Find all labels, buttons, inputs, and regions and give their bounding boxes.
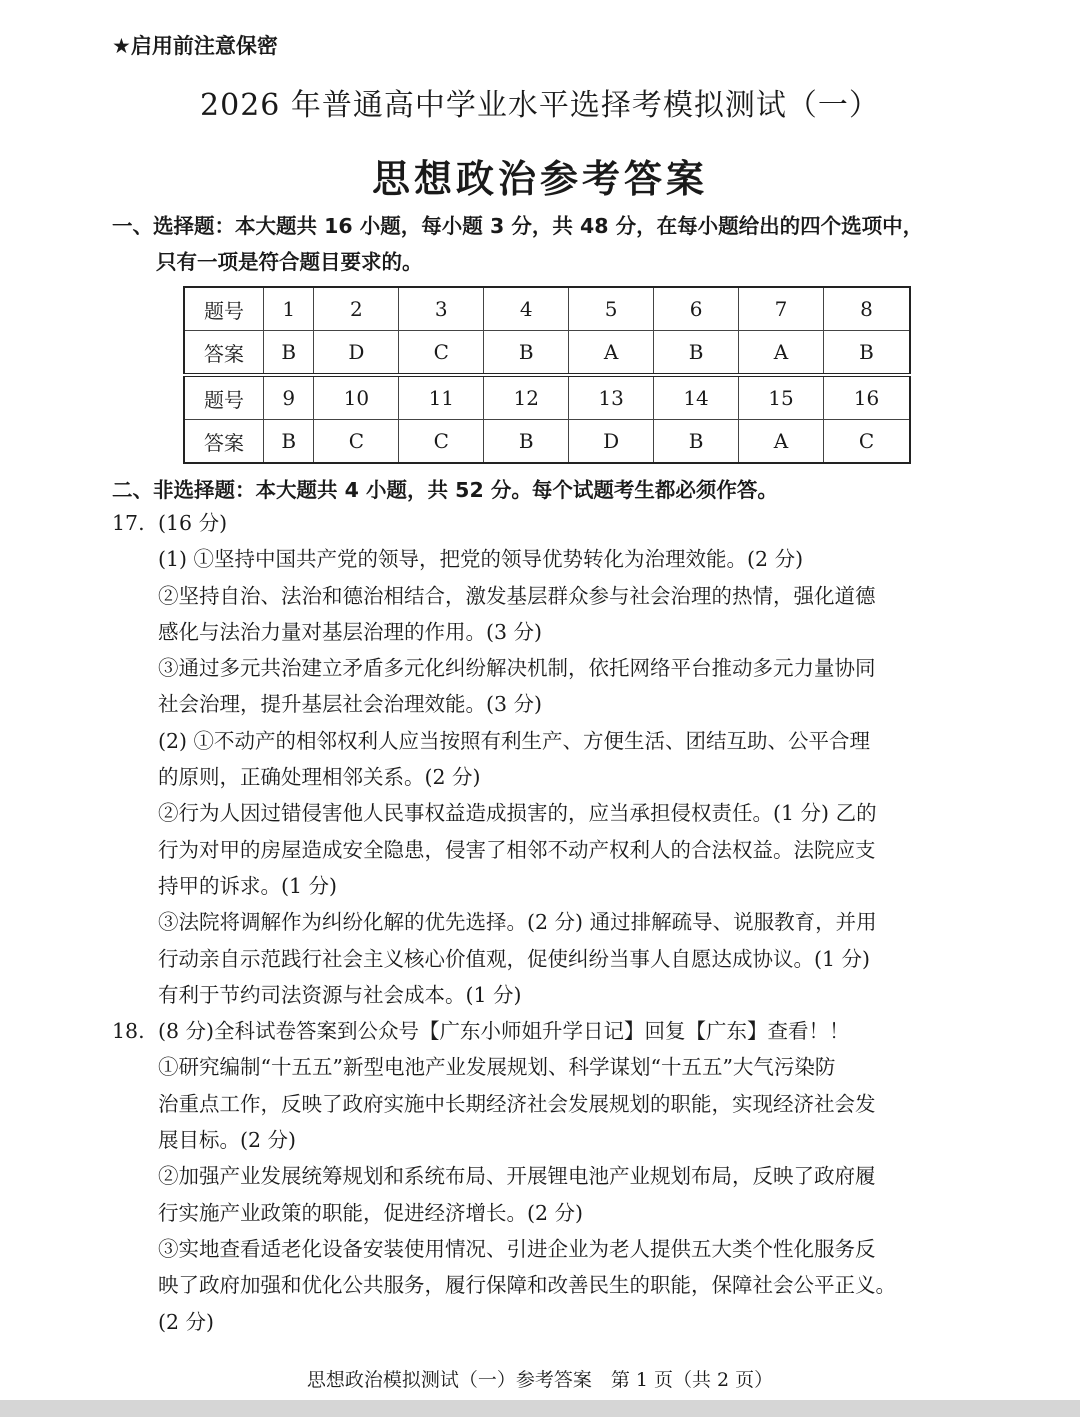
answer-cell: C xyxy=(399,420,484,464)
answer-body xyxy=(112,505,988,1340)
answer-cell: A xyxy=(739,331,824,376)
answer-cell: B xyxy=(654,331,739,376)
table-row xyxy=(184,375,910,420)
q18-line: (2 分) xyxy=(158,1309,215,1334)
q18-line: 治重点工作，反映了政府实施中长期经济社会发展规划的职能，实现经济社会发 xyxy=(158,1091,876,1116)
answer-cell: B xyxy=(264,420,314,464)
q17-line: (16 分) xyxy=(158,511,228,535)
q18-line: 展目标。(2 分) xyxy=(158,1128,297,1153)
answer-cell: B xyxy=(264,331,314,376)
q17-line: 行为对甲的房屋造成安全隐患，侵害了相邻不动产权利人的合法权益。法院应支 xyxy=(158,837,876,862)
question-number: 18. xyxy=(112,1019,145,1044)
answer-cell: B xyxy=(484,420,569,464)
section1-line2: 只有一项是符合题目要求的。 xyxy=(156,250,423,274)
question-number: 1 xyxy=(264,287,314,331)
question-number: 10 xyxy=(314,375,399,420)
answer-key-title: 思想政治参考答案 xyxy=(371,157,708,201)
q17-line: 行动亲自示范践行社会主义核心价值观，促使纠纷当事人自愿达成协议。(1 分) xyxy=(158,946,871,971)
q18-line: ①研究编制“十五五”新型电池产业发展规划、科学谋划“十五五”大气污染防 xyxy=(158,1055,836,1080)
question-number: 16 xyxy=(823,375,910,420)
answer-table xyxy=(183,286,911,464)
question-number: 17. xyxy=(112,511,145,535)
q17-line: ③法院将调解作为纠纷化解的优先选择。(2 分) 通过排解疏导、说服教育，并用 xyxy=(158,910,877,935)
table-row xyxy=(184,420,910,464)
row-label-question: 题号 xyxy=(184,287,264,331)
question-number: 2 xyxy=(314,287,399,331)
question-number: 3 xyxy=(399,287,484,331)
q18-header-line xyxy=(112,1013,988,1049)
q17-line: 的原则，正确处理相邻关系。(2 分) xyxy=(158,765,481,790)
question-number: 15 xyxy=(739,375,824,420)
answer-cell: B xyxy=(654,420,739,464)
q18-line: ②加强产业发展统筹规划和系统布局、开展锂电池产业规划布局，反映了政府履 xyxy=(158,1164,876,1189)
q17-line: 有利于节约司法资源与社会成本。(1 分) xyxy=(158,982,522,1007)
answer-cell: A xyxy=(739,420,824,464)
q17-line: 持甲的诉求。(1 分) xyxy=(158,873,338,898)
row-label-answer: 答案 xyxy=(184,331,264,376)
answer-cell: C xyxy=(314,420,399,464)
q17-line: (2) ①不动产的相邻权利人应当按照有利生产、方便生活、团结互助、公平合理 xyxy=(158,728,871,753)
section1-heading xyxy=(112,208,992,280)
q18-line: 行实施产业政策的职能，促进经济增长。(2 分) xyxy=(158,1200,584,1225)
question-number: 11 xyxy=(399,375,484,420)
question-number: 8 xyxy=(823,287,910,331)
q18-line: ③实地查看适老化设备安装使用情况、引进企业为老人提供五大类个性化服务反 xyxy=(158,1236,876,1261)
q17-line: ③通过多元共治建立矛盾多元化纠纷解决机制，依托网络平台推动多元力量协同 xyxy=(158,656,876,681)
question-number: 7 xyxy=(739,287,824,331)
question-number: 5 xyxy=(569,287,654,331)
question-number: 4 xyxy=(484,287,569,331)
question-number: 6 xyxy=(654,287,739,331)
question-number: 9 xyxy=(264,375,314,420)
q17-line: ②坚持自治、法治和德治相结合，激发基层群众参与社会治理的热情，强化道德 xyxy=(158,583,876,608)
answer-cell: B xyxy=(823,331,910,376)
page-footer: 思想政治模拟测试（一）参考答案 第 1 页（共 2 页） xyxy=(306,1369,774,1391)
q17-line: 社会治理，提升基层社会治理效能。(3 分) xyxy=(158,692,543,717)
answer-cell: D xyxy=(314,331,399,376)
answer-cell: A xyxy=(569,331,654,376)
q18-line: 映了政府加强和优化公共服务，履行保障和改善民生的职能，保障社会公平正义。 xyxy=(158,1273,896,1298)
answer-cell: D xyxy=(569,420,654,464)
table-row xyxy=(184,331,910,376)
section2-heading: 二、非选择题：本大题共 4 小题，共 52 分。每个试题考生都必须作答。 xyxy=(112,478,778,502)
q17-header-line xyxy=(112,505,988,541)
question-number: 12 xyxy=(484,375,569,420)
table-row xyxy=(184,287,910,331)
answer-cell: C xyxy=(823,420,910,464)
q18-line: (8 分)全科试卷答案到公众号【广东小师姐升学日记】回复【广东】查看！！ xyxy=(158,1019,850,1044)
question-number: 13 xyxy=(569,375,654,420)
q17-line: (1) ①坚持中国共产党的领导，把党的领导优势转化为治理效能。(2 分) xyxy=(158,547,804,572)
answer-cell: B xyxy=(484,331,569,376)
question-number: 14 xyxy=(654,375,739,420)
section1-line1: 一、选择题：本大题共 16 小题，每小题 3 分，共 48 分，在每小题给出的四个选项中， xyxy=(112,214,924,238)
row-label-answer: 答案 xyxy=(184,420,264,464)
q17-line: 感化与法治力量对基层治理的作用。(3 分) xyxy=(158,619,543,644)
exam-title: 2026 年普通高中学业水平选择考模拟测试（一） xyxy=(200,88,880,123)
row-label-question: 题号 xyxy=(184,375,264,420)
bottom-divider xyxy=(0,1400,1080,1417)
answer-cell: C xyxy=(399,331,484,376)
q17-line: ②行为人因过错侵害他人民事权益造成损害的，应当承担侵权责任。(1 分) 乙的 xyxy=(158,801,877,826)
confidential-mark: ★启用前注意保密 xyxy=(112,34,278,58)
